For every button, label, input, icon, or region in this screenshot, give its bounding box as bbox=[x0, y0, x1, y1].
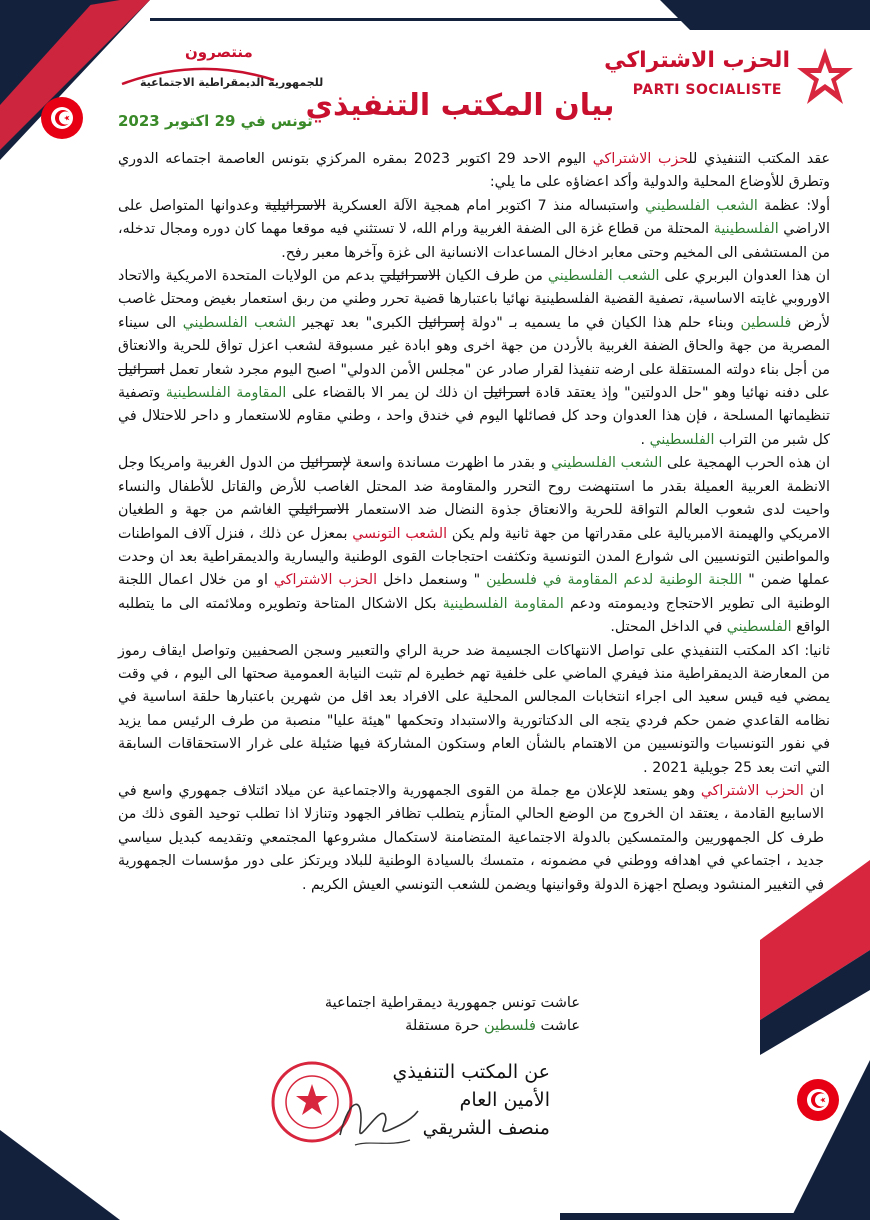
body-text-run: الى سيناء المصرية من جهة والحاق الضفة الغربية بالأردن من جهة اخرى وهو ابادة غير مسبوقة لشعب اعزل تواق للحرية والانعتاق من أجل بناء دولته المستقلة على ارضه تنفيذا لقرار صادر عن "مجلس الأمن الدولي" اصبح اليوم مجرد شعار تعمل bbox=[118, 314, 830, 378]
struck-text: لإسرائيل bbox=[300, 455, 351, 472]
highlight-green-text: الشعب الفلسطيني bbox=[547, 268, 660, 285]
closing-slogans bbox=[280, 992, 580, 1038]
party-name-arabic: الحزب الاشتراكي bbox=[604, 48, 790, 73]
tunisia-flag-icon bbox=[40, 96, 84, 140]
highlight-green-text: المقاومة الفلسطينية bbox=[165, 385, 287, 402]
highlight-green-text: الشعب الفلسطيني bbox=[182, 314, 296, 331]
highlight-green-text: الفلسطيني bbox=[726, 619, 792, 636]
body-text-run: الكبرى" بعد تهجير bbox=[295, 314, 419, 331]
body-text-run: من الدول الغربية وامريكا وجل الانظمة العربية العميلة بقدر ما استنهضت روح التحرر والمقاومة ضد المحتل الغاصب للأرض والقاتل للأطفال والنساء واحيت لدى شعوب العالم التواقة للحرية والانعتاق جذوة النضال ضد الاستعمار bbox=[118, 455, 831, 519]
party-name-french: PARTI SOCIALISTE bbox=[632, 82, 782, 98]
tunisia-flag-icon bbox=[796, 1078, 840, 1122]
body-text-run: ثانيا: اكد المكتب التنفيذي على تواصل الانتهاكات الجسيمة ضد حرية الراي والتعبير وسجن الصحفيين وتواصل ايقاف رموز من المعارضة الديمقراطية منذ فيفري الماضي على خلفية تهم خطيرة لم تثبت النيابة العمومية صحتها الى اليوم ، في وقت يمضي فيه قيس سعيد الى اجراء انتخابات المجالس المحلية على الافراد بعد اقل من شهرين باعتبارها حلقة اساسية في نظامه القاعدي ضمن حكم فردي يتجه الى الدكتاتورية والاستبداد وتحكمها "هيئة عليا" منصبة من طرف الرئيس مما يزيد في نفور التونسيات والتونسيين من الاهتمام بالشأن العام وستكون المشاركة فيها ضئيلة على غرار الاستحقاقات السابقة التي اتت بعد 25 جويلية 2021 . bbox=[118, 642, 830, 776]
body-text-run: ان ذلك لن يمر الا بالقضاء على bbox=[286, 385, 484, 402]
signature-line-2: الأمين العام bbox=[459, 1089, 550, 1111]
highlight-green-text: الفلسطيني bbox=[649, 431, 715, 448]
highlight-green-text: الشعب الفلسطيني bbox=[551, 455, 663, 472]
body-text-run: في الداخل المحتل. bbox=[610, 619, 727, 636]
highlight-red-text: حزب الاشتراكي bbox=[592, 151, 689, 167]
body-text-run: عقد المكتب التنفيذي لل bbox=[688, 151, 830, 167]
party-star-logo-icon bbox=[795, 46, 855, 108]
highlight-green-text: فلسطين bbox=[483, 1018, 536, 1034]
body-text-run: بدعم من الولايات المتحدة الامريكية والاتحاد الاوروبي غايته الاساسية، تصفية القضية الفلسطينية نهائيا باعتبارها قضية تحرر وطني من ربق استعمار بغيض ومحتل غاصب لأرض bbox=[118, 268, 830, 331]
body-text-run: وهو يستعد للإعلان مع جملة من القوى الجمهورية والاجتماعية عن ميلاد ائتلاف جمهوري واسع في الاسابيع القادمة ، يعتقد ان الخروج من الوضع الحالي المتأزم يتطلب تظافر الجهود وتنازلا اذا تطلب توحيد القوى ذلك من طرف كل الجمهوريين والمتمسكين بالدولة الاجتماعية المتضامنة لاستكمال مشروعها المجتمعي وتقديمه كبديل سياسي جديد ، اجتماعي في اهدافه ووطني في مضمونه ، متمسك بالسيادة الوطنية للبلاد ويرتكز على دور مؤسسات الجمهورية في التغيير المنشود ويصلح اجهزة الدولة وقوانينها ويضمن للشعب التونسي العيش الكريم . bbox=[118, 782, 824, 893]
body-text-run: و بقدر ما اظهرت مساندة واسعة bbox=[350, 455, 552, 472]
page-title: بيان المكتب التنفيذي bbox=[305, 88, 615, 123]
paragraph-aggression bbox=[118, 265, 830, 452]
paragraph-coalition bbox=[118, 780, 824, 897]
highlight-red-text: الحزب الاشتراكي bbox=[700, 782, 804, 799]
slogan-line-1: منتصرون bbox=[185, 43, 253, 61]
struck-text: الاسرائيلي bbox=[288, 502, 349, 519]
slogan-line-2: للجمهورية الديمقراطية الاجتماعية bbox=[140, 76, 324, 89]
statement-body bbox=[118, 148, 830, 897]
body-text-run: ان bbox=[803, 782, 825, 799]
body-text-run: أولا: عظمة bbox=[757, 197, 831, 214]
highlight-red-text: الشعب التونسي bbox=[352, 525, 448, 542]
body-text-run: من طرف الكيان bbox=[440, 268, 548, 285]
paragraph-first-point bbox=[118, 195, 830, 265]
bottom-left-decoration bbox=[0, 1130, 220, 1220]
highlight-green-text: الشعب الفلسطيني bbox=[645, 197, 758, 214]
struck-text: إسرائيل bbox=[418, 314, 465, 331]
body-text-run: حرة مستقلة bbox=[405, 1018, 484, 1034]
struck-text: اسرائيل bbox=[483, 385, 530, 402]
body-text-run: اليوم الاحد 29 اكتوبر 2023 بمقره المركزي بتونس العاصمة اجتماعه الدوري وتطرق للأوضاع المحلية والدولية وأكد اعضاؤه على ما يلي: bbox=[118, 151, 830, 191]
body-text-run: عاشت bbox=[535, 1018, 580, 1034]
body-text-run: الغاشم من جهة و الطغيان الامريكي والهيمنة الامبريالية على مقدراتها من جهة ثانية ولم يكن bbox=[118, 502, 830, 542]
highlight-green-text: المقاومة الفلسطينية bbox=[442, 595, 564, 612]
paragraph-intro bbox=[118, 148, 830, 195]
struck-text: الاسرائيلية bbox=[265, 197, 326, 214]
closing-line-1: عاشت تونس جمهورية ديمقراطية اجتماعية bbox=[324, 995, 580, 1011]
top-band-decoration bbox=[150, 18, 870, 24]
highlight-green-text: اللجنة الوطنية لدعم المقاومة في فلسطين bbox=[486, 572, 743, 589]
struck-text: الاسرائيلي bbox=[379, 268, 441, 285]
paragraph-war bbox=[118, 452, 830, 639]
signature-line-1: عن المكتب التنفيذي bbox=[392, 1061, 550, 1083]
struck-text: اسرائيل bbox=[118, 361, 165, 378]
body-text-run: واستبساله منذ 7 اكتوبر امام همجية الآلة العسكرية bbox=[325, 197, 646, 214]
body-text-run: بكل الاشكال المتاحة وتطويره وملائمته الى ما يتطلبه الواقع bbox=[118, 595, 830, 636]
signature-line-3: منصف الشريقي bbox=[422, 1117, 550, 1139]
bottom-band-decoration bbox=[560, 1205, 870, 1220]
body-text-run: بمعزل عن ذلك ، فنزل آلاف المواطنات والمواطنين التونسيين الى شوارع المدن التونسية وتكثفت احتجاجات القوى الوطنية واليسارية والديمقراطية بعد ان وحدت عملها ضمن " bbox=[118, 525, 830, 589]
body-text-run: ان هذه الحرب الهمجية على bbox=[662, 455, 831, 472]
body-text-run: او من خلال اعمال اللجنة الوطنية الى تطوير الاحتجاج وديمومته ودعم bbox=[118, 572, 831, 612]
body-text-run: وبناء حلم هذا الكيان في ما يسميه بـ "دولة bbox=[464, 314, 741, 331]
highlight-red-text: الحزب الاشتراكي bbox=[273, 572, 378, 589]
body-text-run: ان هذا العدوان البربري على bbox=[659, 268, 831, 285]
handwritten-signature-icon bbox=[330, 1085, 420, 1155]
top-right-corner-decoration bbox=[660, 0, 870, 30]
body-text-run: " وسنعمل داخل bbox=[377, 572, 487, 589]
document-date: تونس في 29 اكتوبر 2023 bbox=[118, 112, 313, 130]
paragraph-second-point bbox=[118, 640, 830, 780]
highlight-green-text: فلسطين bbox=[740, 314, 792, 331]
body-text-run: المحتلة من قطاع غزة الى الضفة الغربية ورام الله، لا تستثني فيه موقعا مهما كان دوره ومجال تدخله، من المستشفى الى المخيم وحتى معابر ادخال المساعدات الانسانية الى غزة وآخرها معبر رفح. bbox=[118, 221, 830, 261]
body-text-run: وتصفية تنظيماتها المسلحة ، فإن هذا العدوان وحد كل فصائلها اليوم في خندق واحد ، وطني مقاوم للاستعمار و داحر للاحتلال في كل شبر من التراب bbox=[118, 385, 830, 448]
closing-line-2 bbox=[280, 1015, 580, 1038]
body-text-run: على دفنه نهائيا وهو "حل الدولتين" وإذ يعتقد قادة bbox=[529, 385, 830, 402]
body-text-run: وعدوانها المتواصل على الاراضي bbox=[118, 197, 830, 238]
body-text-run: . bbox=[640, 431, 650, 448]
highlight-green-text: الفلسطينية bbox=[713, 221, 779, 238]
